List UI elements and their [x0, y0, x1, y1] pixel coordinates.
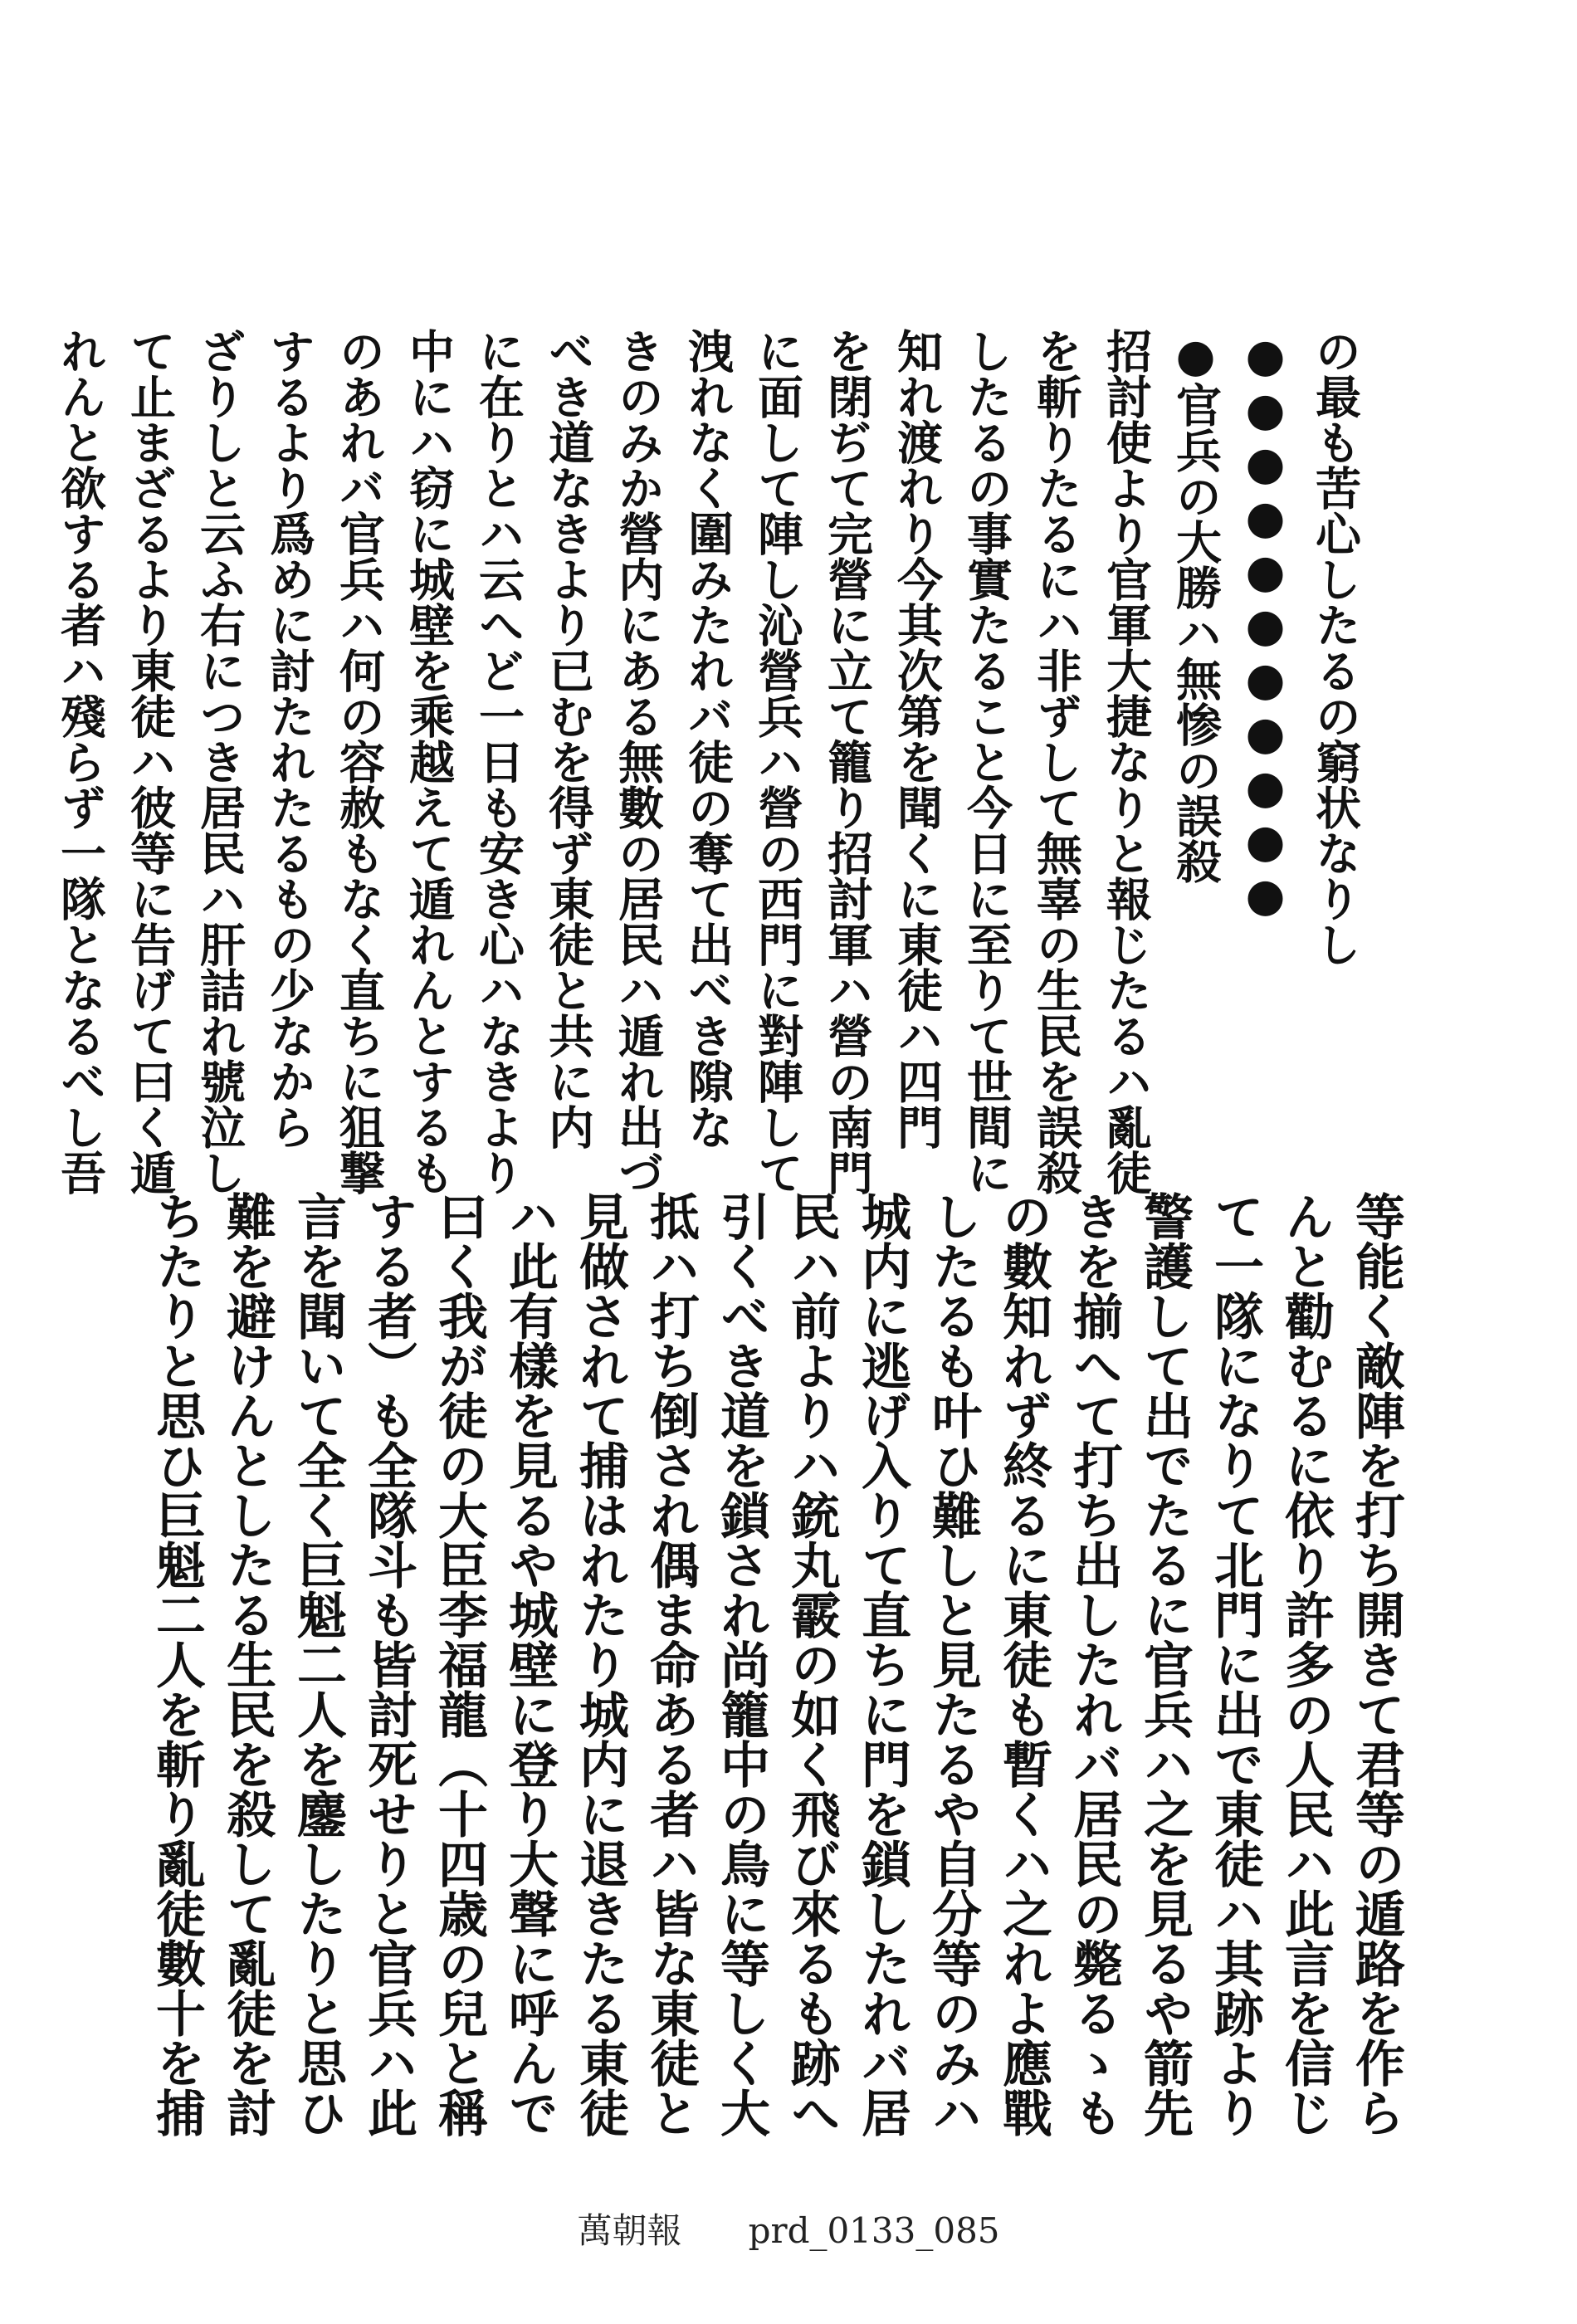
text-column: 知れ渡れり今其次第を聞くに東徒ハ四門 [890, 328, 944, 1150]
text-column: 曰く我が徒の大臣李福龍（十四歳の兒と稱 [430, 1191, 488, 2137]
text-column: 言を聞いて全く巨魁二人を鏖したりと思ひ [289, 1191, 347, 2137]
text-column: に在りとハ云へど一日も安き心ハなきより [471, 328, 525, 1195]
text-column: したるも叶ひ難しと見たるや自分等のみハ [924, 1191, 982, 2137]
text-column: 洩れなく圍みたれバ徒の奪て出べき隙な [681, 328, 735, 1150]
text-column: きを揃へて打ち出したれバ居民の斃るゝも [1065, 1191, 1123, 2137]
text-column: を斬りたるにハ非ずして無辜の生民を誤殺 [1029, 328, 1083, 1195]
footer-page-id: prd_0133_085 [748, 2210, 1000, 2251]
lower-article-block [141, 1191, 1411, 2137]
text-column: て止まざるより東徒ハ彼等に告げて曰く遁 [123, 328, 177, 1195]
text-column: 城内に逃げ入りて直ちに門を鎖したれバ居 [853, 1191, 911, 2137]
text-column: 難を避けんとしたる生民を殺して亂徒を討 [218, 1191, 276, 2137]
footer-source: 萬朝報 [577, 2210, 682, 2251]
text-column: したるの事實たること今日に至りて世間に [959, 328, 1013, 1195]
text-column: する者）も全隊斗も皆討死せりと官兵ハ此 [359, 1191, 417, 2137]
text-column: 招討使より官軍大捷なりと報じたるハ亂徒 [1099, 328, 1153, 1195]
text-column: するより爲めに討たれたるもの少なから [262, 328, 316, 1150]
text-column: のあれバ官兵ハ何の容赦もなく直ちに狙撃 [332, 328, 386, 1195]
text-column: ざりしと云ふ右につき居民ハ肝詰れ號泣し [193, 328, 247, 1195]
text-column: んと勸むるに依り許多の人民ハ此言を信じ [1277, 1191, 1335, 2137]
text-column: の數知れず終るに東徒も暫くハ之れよ應戰 [994, 1191, 1052, 2137]
text-column: 見做されて捕はれたり城内に退きたる東徒 [571, 1191, 629, 2137]
text-column: に面して陣し沁營兵ハ營の西門に對陣して [750, 328, 804, 1195]
text-column: ちたりと思ひ巨魁二人を斬り亂徒數十を捕 [148, 1191, 206, 2137]
text-column: ハ此有樣を見るや城壁に登り大聲に呼んで [500, 1191, 559, 2137]
text-column: ●●●●●●●●●●● [1238, 328, 1292, 921]
text-column: 中にハ窃に城壁を乘越えて遁れんとするも [402, 328, 456, 1195]
text-column: を閉ぢて完營に立て籠り招討軍ハ營の南門 [820, 328, 874, 1195]
text-column: べき道なきより已むを得ず東徒と共に内 [541, 328, 595, 1150]
text-column: きのみか營内にある無數の居民ハ遁れ出づ [611, 328, 665, 1195]
text-column: 民ハ前よりハ銃丸霰の如く飛び來るも跡へ [783, 1191, 841, 2137]
upper-article-block [45, 328, 1370, 1195]
text-column: 等能く敵陣を打ち開きて君等の遁路を作ら [1347, 1191, 1405, 2137]
text-column: 引くべき道を鎖され尚籠中の鳥に等しく大 [712, 1191, 770, 2137]
text-column: て一隊になりて北門に出で東徒ハ其跡より [1206, 1191, 1264, 2137]
text-column: 警護して出でたるに官兵ハ之を見るや箭先 [1135, 1191, 1194, 2137]
text-column: 抵ハ打ち倒され偶ま命ある者ハ皆な東徒と [642, 1191, 700, 2137]
text-column: の最も苦心したるの窮状なりし [1308, 328, 1362, 967]
text-column: れんと欲する者ハ殘らず一隊となるべし吾 [53, 328, 107, 1195]
page-footer [0, 2204, 1577, 2253]
text-column: ●官兵の大勝ハ無惨の誤殺 [1169, 328, 1223, 884]
